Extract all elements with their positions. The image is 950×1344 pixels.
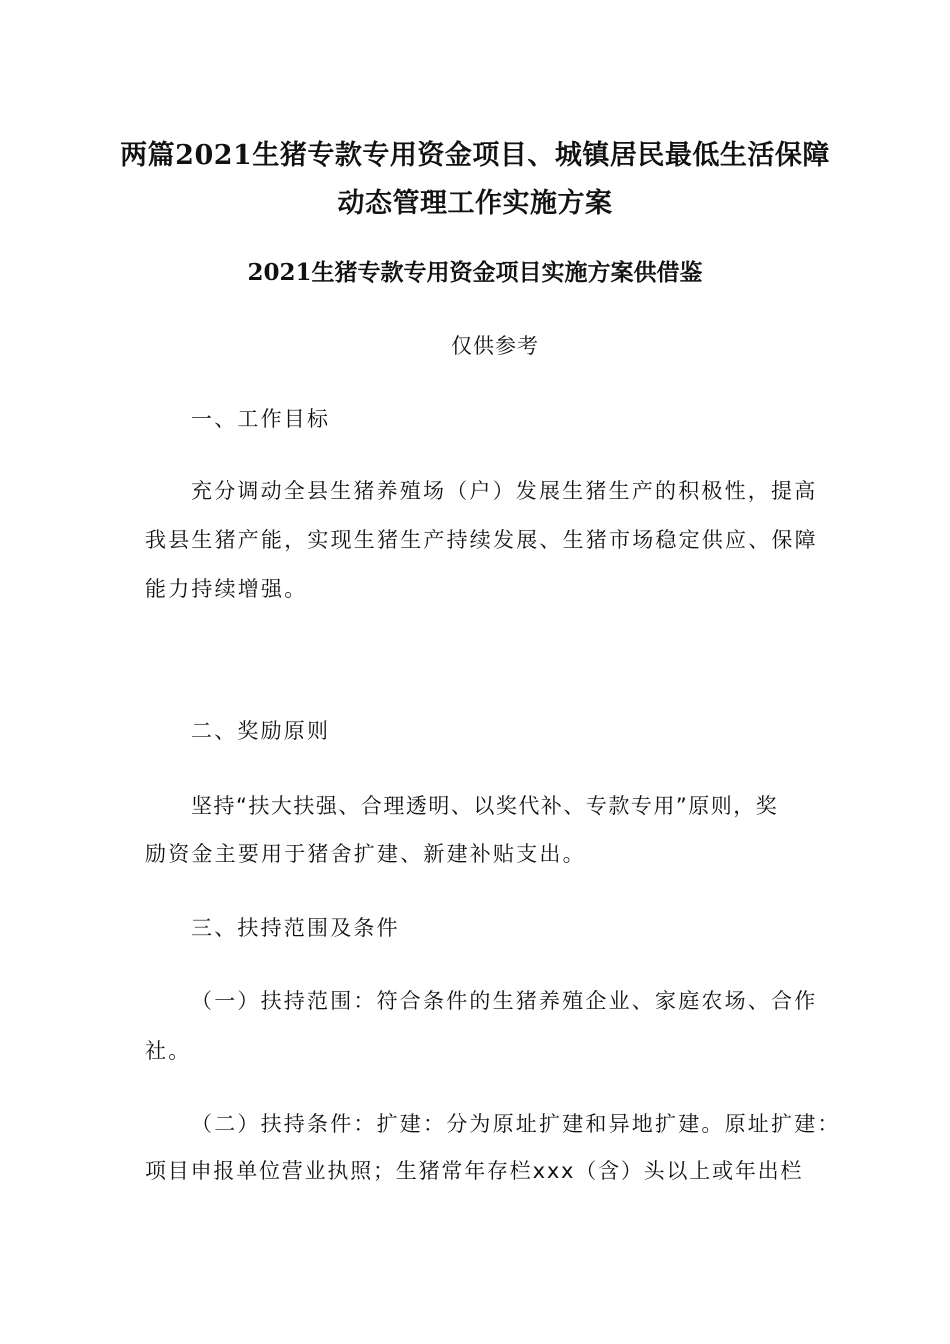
section-3-scope-line: （一）扶持范围：符合条件的生猪养殖企业、家庭农场、合作 — [191, 989, 818, 1013]
section-3-scope-line: 社。 — [145, 1039, 192, 1063]
section-1-paragraph-line: 我县生猪产能，实现生猪生产持续发展、生猪市场稳定供应、保障 — [145, 528, 818, 552]
section-3-condition-line: 项目申报单位营业执照；生猪常年存栏xxx（含）头以上或年出栏 — [145, 1159, 804, 1183]
section-1-paragraph-line: 充分调动全县生猪养殖场（户）发展生猪生产的积极性，提高 — [191, 479, 818, 503]
document-subtitle: 2021生猪专款专用资金项目实施方案供借鉴 — [247, 259, 703, 286]
section-3-condition-line: （二）扶持条件：扩建：分为原址扩建和异地扩建。原址扩建： — [191, 1112, 841, 1136]
section-1-paragraph-line: 能力持续增强。 — [145, 577, 308, 601]
section-2-paragraph-line: 坚持“扶大扶强、合理透明、以奖代补、专款专用”原则，奖 — [191, 794, 779, 818]
section-2-heading: 二、奖励原则 — [191, 719, 331, 743]
document-title-line-1: 两篇2021生猪专款专用资金项目、城镇居民最低生活保障 — [120, 140, 830, 171]
document-title-line-2: 动态管理工作实施方案 — [337, 188, 613, 219]
section-1-heading: 一、工作目标 — [191, 407, 331, 431]
section-2-paragraph-line: 励资金主要用于猪舍扩建、新建补贴支出。 — [145, 842, 586, 866]
reference-note: 仅供参考 — [451, 334, 539, 358]
section-3-heading: 三、扶持范围及条件 — [191, 916, 400, 940]
